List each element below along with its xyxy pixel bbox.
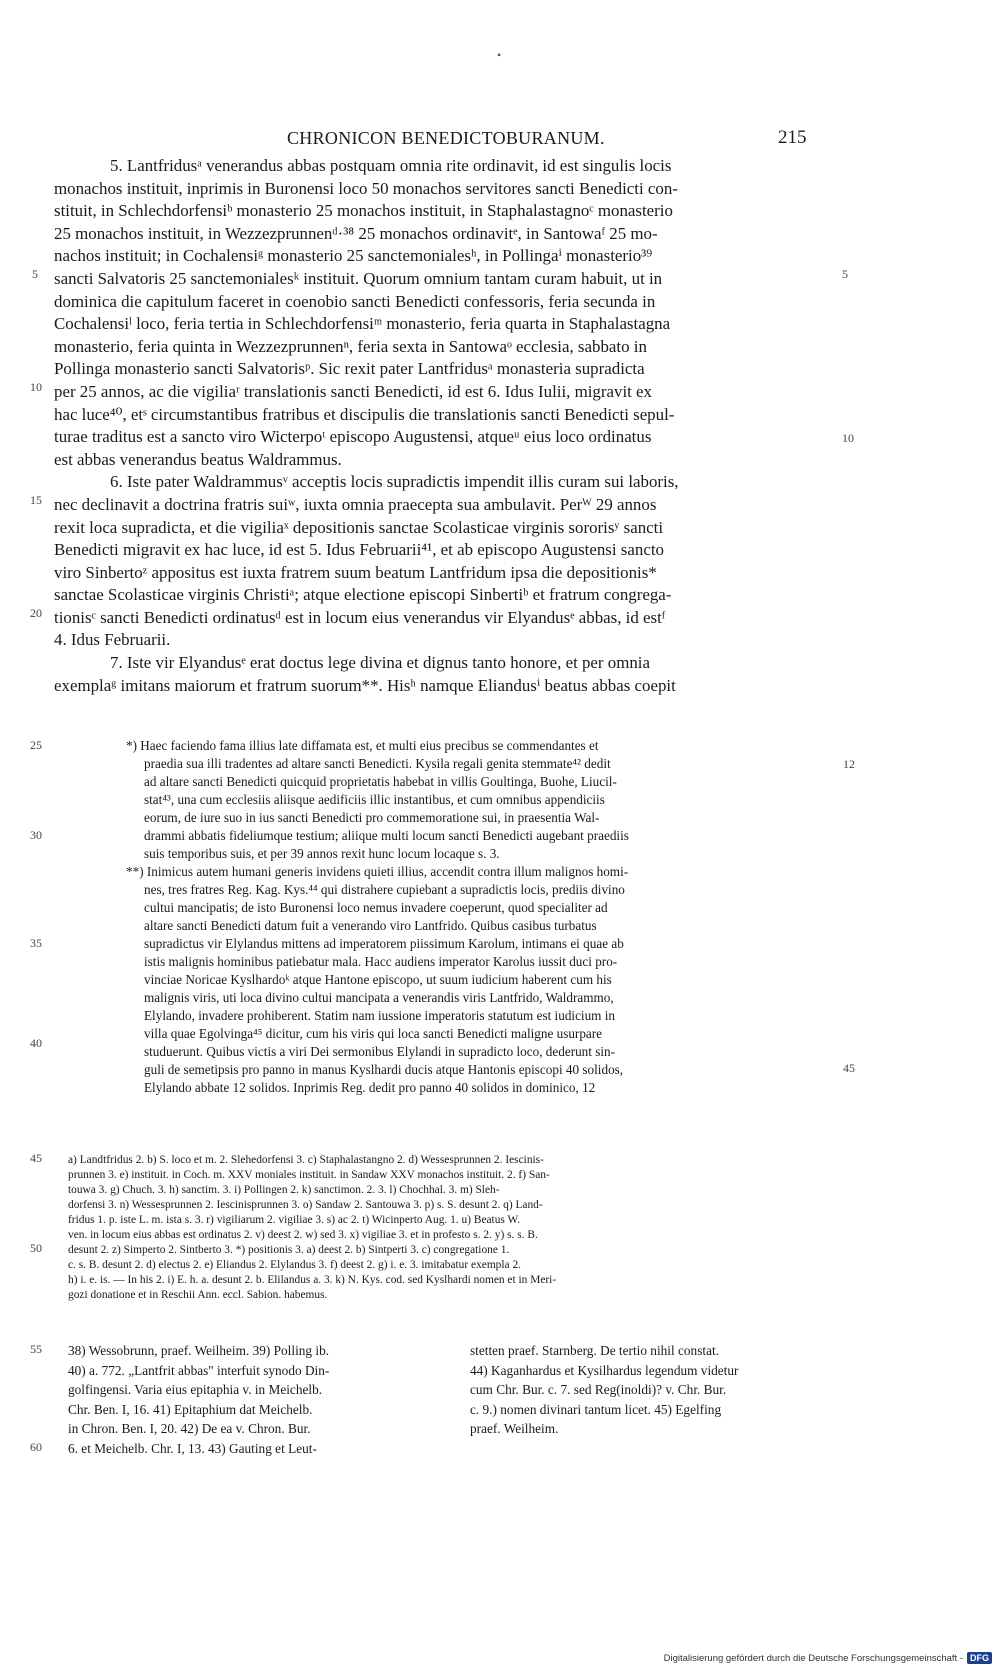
footnote-line: Elylando, invadere prohiberent. Statim nam iussione imperatoris statutum est iudicium in — [144, 1008, 615, 1023]
footnote-line: *) Haec faciendo fama illius late diffamata est, et multi eius precibus se commendantes et — [126, 738, 599, 753]
line-number: 5 — [842, 267, 848, 281]
footnote-line: eorum, de iure suo in ius sancti Benedicti pro commemoratione sui, in praesentia Wal- — [144, 810, 600, 825]
footnote-line: guli de semetipsis pro panno in manus Kyslhardi ducis atque Hantonis episcopi 40 solidos, — [144, 1062, 624, 1077]
footnote-line: istis malignis hominibus patiebatur mala. Hacc audiens imperator Karolus iussit duci pro- — [144, 954, 618, 969]
text-line: sancti Salvatoris 25 sanctemonialesᵏ instituit. Quorum omnium tantam curam habuit, ut in — [54, 268, 663, 288]
text-line: nec declinavit a doctrina fratris suiʷ, iuxta omnia praecepta sua ambulavit. Perᵂ 29 annos — [54, 494, 657, 514]
main-text — [54, 155, 840, 697]
running-head-title: CHRONICON BENEDICTOBURANUM. — [287, 128, 605, 148]
scan-mark: • — [497, 48, 502, 62]
text-line: Cochalensiˡ loco, feria tertia in Schlechdorfensiᵐ monasterio, feria quarta in Staphalastagna — [54, 314, 671, 334]
line-number: 55 — [30, 1342, 42, 1356]
note-line: Chr. Ben. I, 16. 41) Epitaphium dat Meichelb. — [68, 1401, 313, 1417]
text-line: viro Sinbertoᶻ appositus est iuxta fratrem suum beatum Lantfridum ipsa die depositionis* — [54, 562, 657, 582]
note-line: 44) Kaganhardus et Kysilhardus legendum videtur — [470, 1362, 739, 1378]
line-number: 25 — [30, 738, 42, 752]
line-number: 60 — [30, 1440, 42, 1454]
note-line: golfingensi. Varia eius epitaphia v. in Meichelb. — [68, 1382, 323, 1397]
digitization-credit — [664, 1652, 992, 1664]
line-number: 10 — [30, 380, 42, 394]
text-line: hac luce⁴⁰, etˢ circumstantibus fratribus et discipulis die translationis sancti Benedicti sepul- — [54, 404, 675, 424]
credit-text: Digitalisierung gefördert durch die Deutsche Forschungsgemeinschaft - — [663, 1652, 963, 1664]
text-line: per 25 annos, ac die vigiliaʳ translationis sancti Benedicti, id est 6. Idus Iulii, migravit ex — [54, 381, 652, 401]
apparatus-line: desunt 2. z) Simperto 2. Sintberto 3. *) positionis 3. a) deest 2. b) Sintperti 3. c) congregatione 1. — [68, 1244, 510, 1256]
text-line: tionisᶜ sancti Benedicti ordinatusᵈ est in locum eius venerandus vir Elyandusᵉ abbas, id estᶠ — [54, 607, 666, 627]
apparatus-line: touwa 3. g) Chuch. 3. h) sanctim. 3. i) Pollingen 2. k) sanctimon. 2. 3. l) Chochhal. 3. m) Sleh- — [68, 1184, 500, 1196]
text-line: monasterio, feria quinta in Wezzezprunnenⁿ, feria sexta in Santowaᵒ ecclesia, sabbato in — [54, 336, 647, 356]
text-line: monachos instituit, inprimis in Buronensi loco 50 monachos servitores sancti Benedicti con- — [54, 178, 678, 198]
apparatus-line: a) Landtfridus 2. b) S. loco et m. 2. Slehedorfensi 3. c) Staphalastangno 2. d) Wessesprunnen 2. Iescinis- — [68, 1154, 544, 1166]
text-line: stituit, in Schlechdorfensiᵇ monasterio 25 monachos instituit, in Staphalastagnoᶜ monasterio — [54, 201, 673, 221]
footnote-line: supradictus vir Elylandus mittens ad imperatorem piissimum Karolum, intimans ei quae ab — [144, 936, 624, 951]
footnote-line: studuerunt. Quibus victis a viri Dei sermonibus Elylandi in supradicto loco, dederunt sin- — [144, 1044, 616, 1059]
footnote-line: vinciae Noricae Kyslhardoᵏ atque Hantone episcopo, ut suum iudicium haberent cum his — [144, 972, 612, 987]
note-line: praef. Weilheim. — [470, 1421, 559, 1436]
note-line: 38) Wessobrunn, praef. Weilheim. 39) Polling ib. — [68, 1343, 330, 1358]
footnote-line: **) Inimicus autem humani generis invidens quieti illius, accendit contra illum malignos homi- — [126, 864, 629, 879]
footnote-line: ad altare sancti Benedicti quicquid proprietatis habebat in villis Goultinga, Buohe, Liucil- — [144, 774, 617, 789]
apparatus-line: gozi donatione et in Reschii Ann. eccl. Sabion. habemus. — [68, 1289, 328, 1301]
line-number: 45 — [30, 1151, 42, 1165]
editorial-notes-right — [470, 1341, 860, 1439]
text-line: dominica die capitulum faceret in coenobio sancti Benedicti confessoris, feria secunda in — [54, 291, 656, 311]
footnote-line: stat⁴³, una cum ecclesiis aliisque aedificiis illic instantibus, et cum omnibus appendiciis — [144, 792, 605, 807]
text-line: sanctae Scolasticae virginis Christiᵃ; atque electione episcopi Sinbertiᵇ et fratrum congrega- — [54, 585, 672, 605]
line-number: 40 — [30, 1036, 42, 1050]
line-number: 30 — [30, 828, 42, 842]
note-line: cum Chr. Bur. c. 7. sed Reg(inoldi)? v. Chr. Bur. — [470, 1382, 727, 1397]
note-line: c. 9.) nomen divinari tantum licet. 45) Egelfing — [470, 1401, 722, 1417]
footnote-line: villa quae Egolvinga⁴⁵ dicitur, cum his viris qui loca sancti Benedicti maligne usurpare — [144, 1026, 603, 1041]
apparatus-line: ven. in locum eius abbas est ordinatus 2. v) deest 2. w) sed 3. x) vigiliae 3. et in profesto s. 2. y) s. s. B. — [68, 1229, 538, 1241]
line-number: 45 — [843, 1061, 855, 1075]
editorial-notes-left — [68, 1341, 458, 1458]
page-number: 215 — [778, 127, 807, 148]
apparatus-line: dorfensi 3. n) Wessesprunnen 2. Iescinisprunnen 3. o) Sandaw 2. Santouwa 3. p) s. S. desunt 2. q) Land- — [68, 1199, 543, 1211]
line-number: 5 — [32, 267, 38, 281]
line-number: 10 — [842, 431, 854, 445]
text-line: exemplaᵍ imitans maiorum et fratrum suorum**. Hisʰ namque Eliandusⁱ beatus abbas coepit — [54, 675, 676, 695]
apparatus-line: c. s. B. desunt 2. d) electus 2. e) Eliandus 2. Elylandus 3. f) deest 2. g) i. e. 3. imitabatur exempla 2. — [68, 1259, 521, 1271]
footnote-line: altare sancti Benedicti datum fuit a venerando viro Lantfrido. Quibus casibus turbatus — [144, 918, 597, 933]
footnote-line: cultui mancipatis; de isto Buronensi loco nemus invadere coeperunt, quod specialiter ad — [144, 900, 608, 915]
text-line: Pollinga monasterio sancti Salvatorisᵖ. Sic rexit pater Lantfridusᵃ monasteria supradicta — [54, 359, 645, 379]
text-line: turae traditus est a sancto viro Wicterpoᵗ episcopo Augustensi, atqueᵘ eius loco ordinatus — [54, 427, 652, 447]
line-number: 20 — [30, 606, 42, 620]
dfg-logo: DFG — [967, 1652, 992, 1664]
text-line: rexit loca supradicta, et die vigiliaˣ depositionis sanctae Scolasticae virginis sororisʸ sancti — [54, 517, 664, 537]
apparatus-line: fridus 1. p. iste L. m. ista s. 3. r) vigiliarum 2. vigiliae 3. s) ac 2. t) Wicinperto Aug. 1. u) Beatus W. — [68, 1214, 521, 1226]
footnotes — [54, 737, 840, 1097]
line-number: 15 — [30, 493, 42, 507]
line-number: 50 — [30, 1241, 42, 1255]
note-line: stetten praef. Starnberg. De tertio nihil constat. — [470, 1343, 719, 1358]
text-line: nachos instituit; in Cochalensiᵍ monasterio 25 sanctemonialesʰ, in Pollingaⁱ monasterio³⁹ — [54, 246, 653, 266]
note-line: 6. et Meichelb. Chr. I, 13. 43) Gauting et Leut- — [68, 1440, 317, 1456]
text-line: 5. Lantfridusᵃ venerandus abbas postquam omnia rite ordinavit, id est singulis locis — [110, 156, 672, 175]
footnote-line: Elylando abbate 12 solidos. Inprimis Reg. dedit pro panno 40 solidos in dominico, 12 — [144, 1080, 596, 1095]
text-line: Benedicti migravit ex hac luce, id est 5. Idus Februarii⁴¹, et ab episcopo Augustensi sancto — [54, 540, 664, 560]
line-number: 35 — [30, 936, 42, 950]
footnote-line: praedia sua illi tradentes ad altare sancti Benedicti. Kysila regali genita stemmate⁴² dedit — [144, 756, 611, 771]
note-line: in Chron. Ben. I, 20. 42) De ea v. Chron. Bur. — [68, 1421, 311, 1436]
critical-apparatus — [68, 1153, 848, 1303]
footnote-line: nes, tres fratres Reg. Kag. Kys.⁴⁴ qui distrahere cupiebant a supradictis locis, prediis divino — [144, 882, 625, 897]
apparatus-line: h) i. e. is. — In his 2. i) E. h. a. desunt 2. b. Elilandus a. 3. k) N. Kys. cod. sed Kyslhardi nomen et in Meri- — [68, 1274, 557, 1286]
footnote-line: suis temporibus suis, et per 39 annos rexit hunc locum locaque s. 3. — [144, 846, 500, 861]
note-line: 40) a. 772. „Lantfrit abbas" interfuit synodo Din- — [68, 1362, 330, 1378]
text-line: 7. Iste vir Elyandusᵉ erat doctus lege divina et dignus tanto honore, et per omnia — [110, 653, 650, 673]
line-number: 12 — [843, 757, 855, 771]
footnote-line: drammi abbatis fideliumque testium; aliique multi locum sancti Benedicti augebant praediis — [144, 828, 629, 843]
footnote-line: malignis viris, uti loca divino cultui mancipata a venerandis viris Lantfrido, Waldrammo, — [144, 990, 614, 1005]
apparatus-line: prunnen 3. e) instituit. in Coch. m. XXV moniales instituit. in Sandaw XXV monachos instituit. 2. f) San- — [68, 1169, 550, 1181]
text-line: 25 monachos instituit, in Wezzezprunnenᵈ·³⁸ 25 monachos ordinavitᵉ, in Santowaᶠ 25 mo- — [54, 223, 658, 243]
text-line: 6. Iste pater Waldrammusᵛ acceptis locis supradictis impendit illis curam sui laboris, — [110, 472, 679, 492]
text-line: est abbas venerandus beatus Waldrammus. — [54, 449, 342, 469]
text-line: 4. Idus Februarii. — [54, 630, 171, 650]
